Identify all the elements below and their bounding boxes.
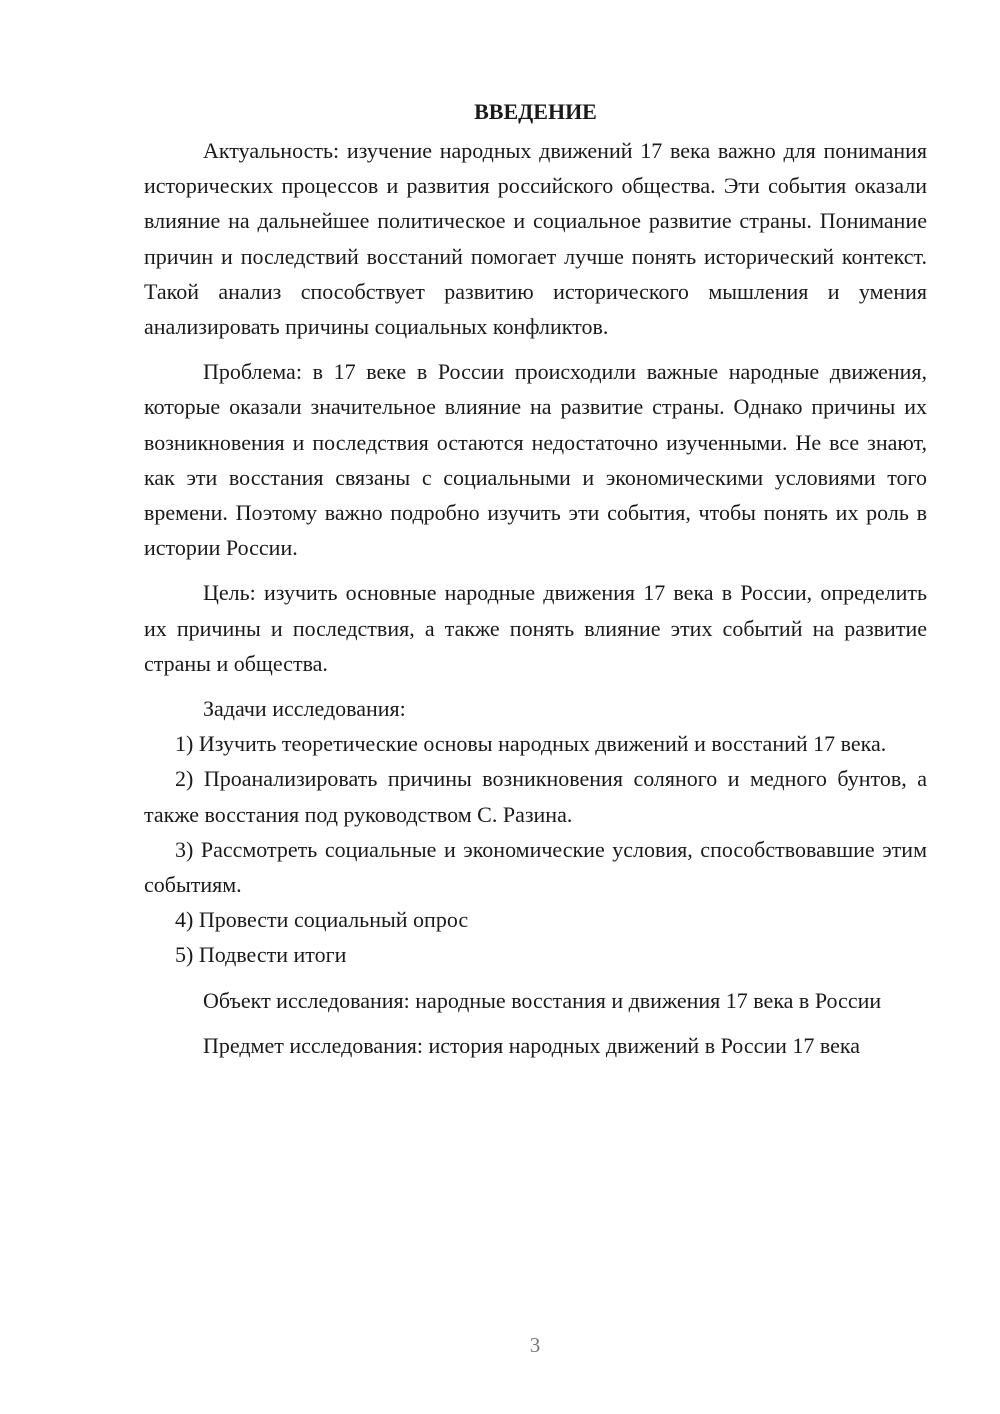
- task-item-2: 2) Проанализировать причины возникновения соляного и медного бунтов, а также восстания под руководством С. Разина.: [144, 766, 927, 827]
- research-subject-paragraph: Предмет исследования: история народных движений в России 17 века: [203, 1032, 861, 1058]
- task-item-1: 1) Изучить теоретические основы народных движений и восстаний 17 века.: [175, 731, 887, 757]
- task-item-4: 4) Провести социальный опрос: [175, 907, 469, 933]
- problem-paragraph: Проблема: в 17 веке в России происходили важные народные движения, которые оказали значительное влияние на развитие страны. Однако причины их возникновения и последствия остаются недостаточно изученными. Не все знают, как эти восстания связаны с социальными и экономическими условиями того времени. Поэтому важно подробно изучить эти события, чтобы понять их роль в истории России.: [144, 359, 927, 561]
- page-title: ВВЕДЕНИЕ: [474, 99, 597, 124]
- task-item-3: 3) Рассмотреть социальные и экономические условия, способствовавшие этим событиям.: [144, 836, 927, 898]
- document-page: [144, 96, 927, 1063]
- research-object-paragraph: Объект исследования: народные восстания и движения 17 века в России: [203, 987, 882, 1013]
- page-number: 3: [529, 1333, 541, 1357]
- task-item-5: 5) Подвести итоги: [175, 942, 347, 968]
- relevance-paragraph: Актуальность: изучение народных движений 17 века важно для понимания исторических процессов и развития российского общества. Эти события оказали влияние на дальнейшее политическое и социальное развитие страны. Понимание причин и последствий восстаний помогает лучше понять исторический контекст. Такой анализ способствует развитию исторического мышления и умения анализировать причины социальных конфликтов.: [144, 138, 927, 340]
- goal-paragraph: Цель: изучить основные народные движения 17 века в России, определить их причины и последствия, а также понять влияние этих событий на развитие страны и общества.: [144, 580, 927, 676]
- tasks-heading: Задачи исследования:: [203, 696, 406, 722]
